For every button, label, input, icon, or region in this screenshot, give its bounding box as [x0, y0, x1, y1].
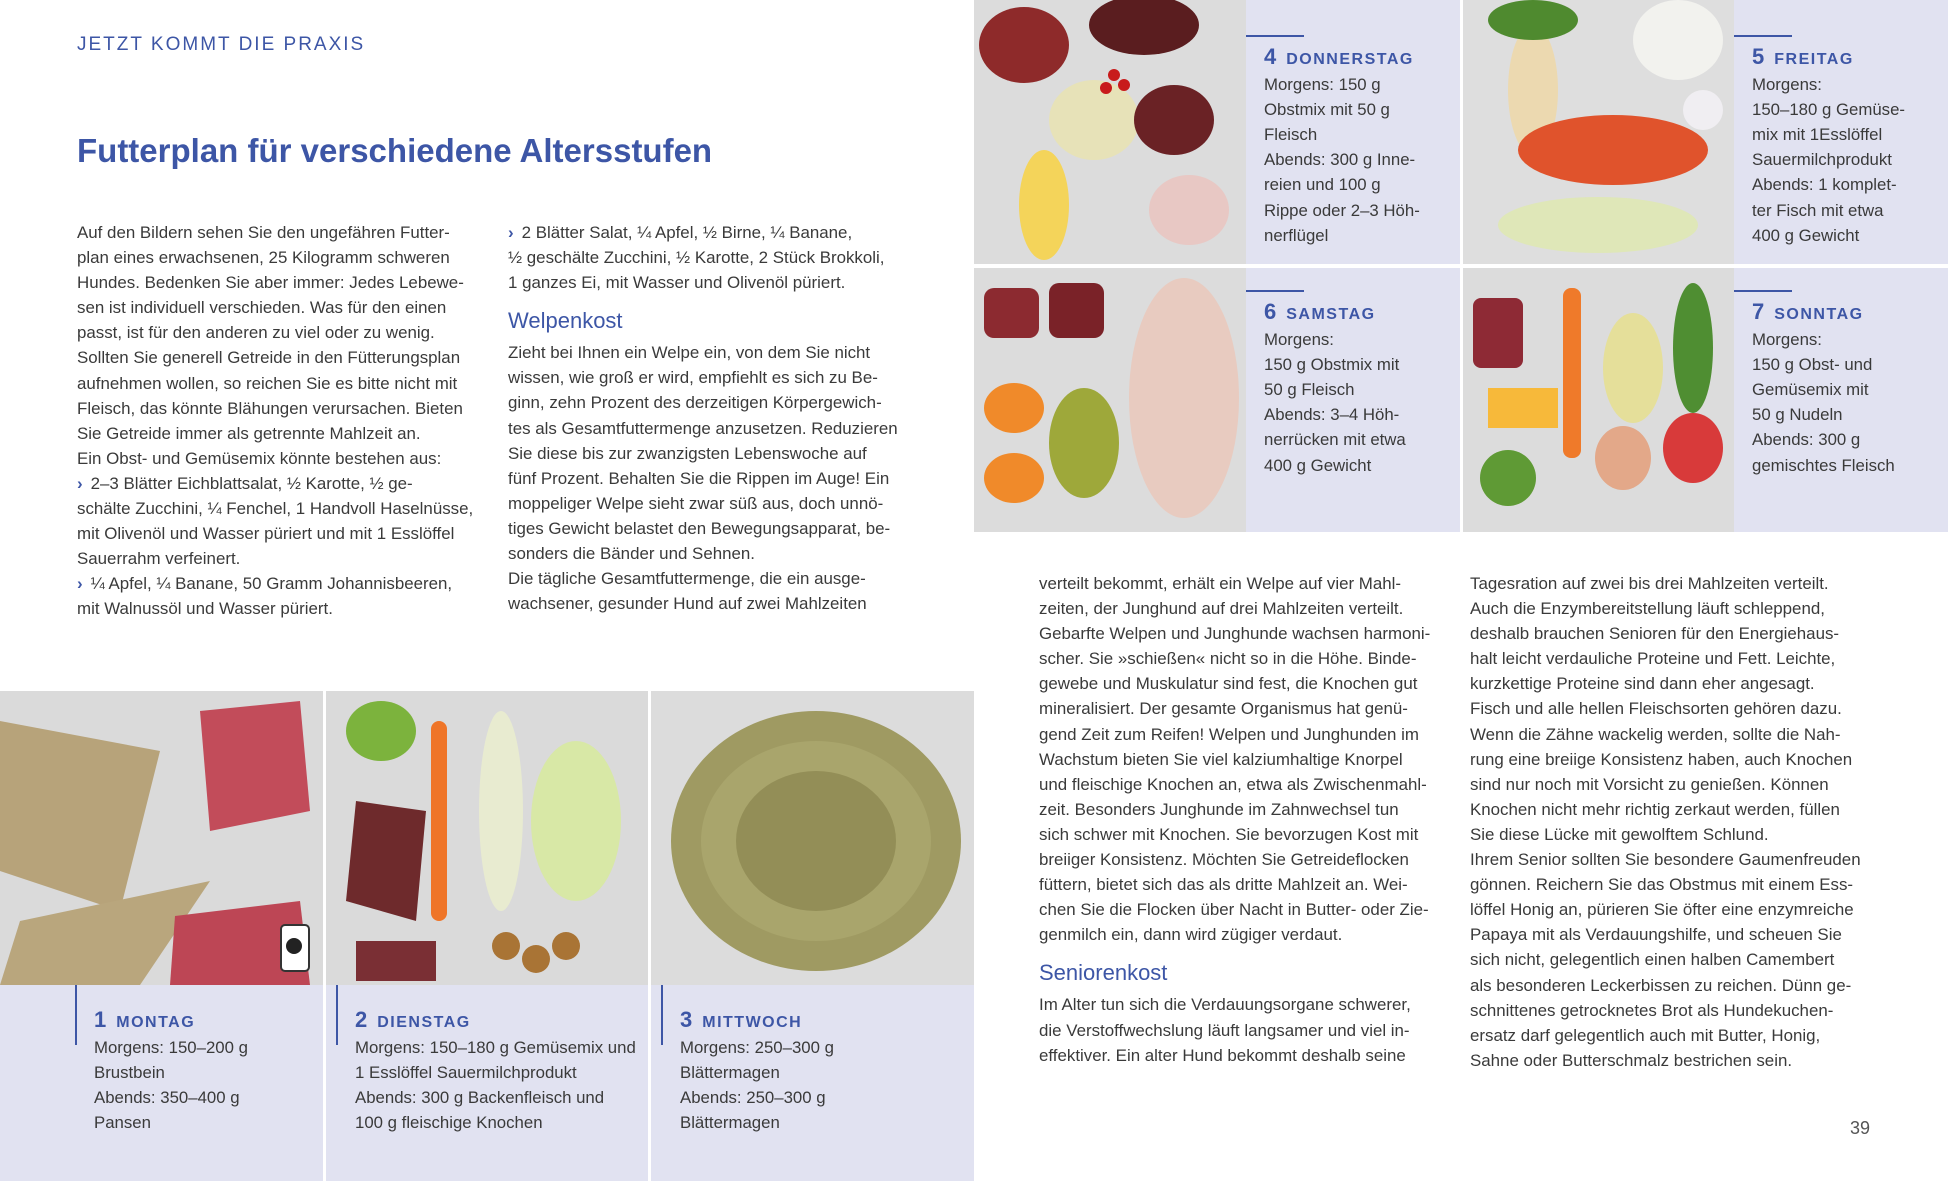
text-line: und fleischige Knochen an, etwa als Zwischenmahl- [1039, 774, 1427, 794]
caption-line: Abends: 350–400 g [94, 1088, 240, 1108]
text-line: zeit. Besonders Junghunde im Zahnwechsel tun [1039, 799, 1399, 819]
accent-rule [1246, 35, 1304, 37]
photo-day-6 [974, 268, 1246, 532]
text-line: löffel Honig an, pürieren Sie öfter eine enzymreiche [1470, 900, 1854, 920]
day-name: SONNTAG [1774, 306, 1864, 323]
text-line: Wenn die Zähne wackelig werden, sollte die Nah- [1470, 724, 1841, 744]
text-line: Die tägliche Gesamtfuttermenge, die ein ausge- [508, 569, 866, 589]
day-name: FREITAG [1774, 51, 1854, 68]
day-name: SAMSTAG [1286, 306, 1376, 323]
photo-day-4 [974, 0, 1246, 264]
caption-line: 1 Esslöffel Sauermilchprodukt [355, 1063, 577, 1083]
text-line: scher. Sie »schießen« nicht so in die Höhe. Binde- [1039, 649, 1417, 669]
caption-line: Blättermagen [680, 1113, 780, 1133]
text-line: 1 ganzes Ei, mit Wasser und Olivenöl püriert. [508, 273, 846, 293]
day-number: 1 [94, 1007, 107, 1032]
photo-day-3 [651, 691, 974, 985]
section-kicker: JETZT KOMMT DIE PRAXIS [77, 34, 366, 55]
day-number: 5 [1752, 44, 1765, 69]
caption-line: Abends: 300 g Inne- [1264, 150, 1416, 170]
text-line: füttern, bietet sich das als dritte Mahlzeit an. Wei- [1039, 875, 1408, 895]
chevron-right-icon: › [77, 473, 83, 493]
text-line: breiiger Konsistenz. Möchten Sie Getreideflocken [1039, 850, 1409, 870]
text-column-3 [1039, 571, 1459, 1068]
text-line: Sie diese Lücke mit gewolftem Schlund. [1470, 824, 1769, 844]
day-caption [1264, 44, 1454, 248]
caption-line: 50 g Fleisch [1264, 380, 1355, 400]
chevron-right-icon: › [508, 223, 514, 242]
accent-rule [1734, 290, 1792, 292]
text-line: mit Walnussöl und Wasser püriert. [77, 599, 333, 619]
photo-day-7 [1463, 268, 1734, 532]
caption-line: Morgens: [1752, 75, 1822, 95]
text-line: Sie diese bis zur zwanzigsten Lebenswoche auf [508, 443, 867, 463]
text-line: fünf Prozent. Behalten Sie die Rippen im Auge! Ein [508, 468, 890, 488]
text-line: tes als Gesamtfuttermenge anzusetzen. Reduzieren [508, 418, 898, 438]
text-line: mineralisiert. Der gesamte Organismus hat genü- [1039, 699, 1408, 719]
caption-line: 50 g Nudeln [1752, 405, 1843, 425]
text-line: moppeliger Welpe sieht zwar süß aus, doch unnö- [508, 493, 884, 513]
caption-panel-day-5 [1734, 0, 1948, 264]
text-line: ginn, zehn Prozent des derzeitigen Körpergewich- [508, 393, 882, 413]
food-photo-vegetables-beef [326, 691, 648, 985]
accent-rule [661, 985, 663, 1045]
caption-panel-day-7 [1734, 268, 1948, 532]
day-caption [1264, 299, 1454, 478]
subheading-seniorenkost: Seniorenkost [1039, 960, 1168, 986]
day-caption [1752, 44, 1944, 248]
text-line: rung eine breiige Konsistenz haben, auch Knochen [1470, 749, 1853, 769]
text-line: 2 Blätter Salat, ¼ Apfel, ½ Birne, ¼ Banane, [521, 223, 853, 242]
food-photo-chicken-fruit [974, 268, 1246, 532]
caption-line: Rippe oder 2–3 Höh- [1264, 200, 1420, 220]
caption-line: Blättermagen [680, 1063, 780, 1083]
caption-line: 150 g Obst- und [1752, 355, 1873, 375]
text-line: Sollten Sie generell Getreide in den Fütterungsplan [77, 348, 461, 368]
text-line: sich schwer mit Knochen. Sie bevorzugen Kost mit [1039, 824, 1419, 844]
text-line: schälte Zucchini, ¼ Fenchel, 1 Handvoll Haselnüsse, [77, 499, 474, 519]
day-number: 7 [1752, 299, 1765, 324]
caption-line: 400 g Gewicht [1752, 225, 1860, 245]
text-line: sich nicht, gelegentlich einen halben Camembert [1470, 950, 1835, 970]
text-line: sind nur noch mit Vorsicht zu genießen. Können [1470, 774, 1829, 794]
text-line: 2–3 Blätter Eichblattsalat, ½ Karotte, ½ ge- [90, 473, 413, 493]
day-number: 3 [680, 1007, 693, 1032]
text-line: Ein Obst- und Gemüsemix könnte bestehen aus: [77, 448, 442, 468]
text-line: aufnehmen wollen, so reichen Sie es bitte nicht mit [77, 373, 458, 393]
food-photo-omasum [651, 691, 974, 985]
food-photo-meat-vegetables-pasta [1463, 268, 1734, 532]
list-item [77, 471, 487, 571]
caption-line: nerflügel [1264, 225, 1329, 245]
text-line: ¼ Apfel, ¼ Banane, 50 Gramm Johannisbeeren, [90, 574, 453, 594]
text-line: Papaya mit als Verdauungshilfe, und scheuen Sie [1470, 925, 1842, 945]
text-column-2 [508, 220, 928, 616]
caption-panel-day-3 [651, 985, 974, 1181]
text-line: als besonderen Leckerbissen zu reichen. Dünn ge- [1470, 975, 1852, 995]
text-line: plan eines erwachsenen, 25 Kilogramm schweren [77, 248, 450, 268]
info-icon [286, 938, 302, 954]
text-line: tiges Gewicht belastet den Bewegungsapparat, be- [508, 518, 891, 538]
accent-rule [1246, 290, 1304, 292]
food-photo-fish-vegetables [1463, 0, 1734, 264]
text-line: halt leicht verdauliche Proteine und Fett. Leichte, [1470, 649, 1836, 669]
text-line: verteilt bekommt, erhält ein Welpe auf vier Mahl- [1039, 574, 1402, 593]
text-line: Auf den Bildern sehen Sie den ungefähren Futter- [77, 223, 450, 242]
text-line: effektiver. Ein alter Hund bekommt deshalb seine [1039, 1045, 1406, 1065]
caption-line: 150 g Obstmix mit [1264, 355, 1400, 375]
text-line: Fleisch, das könnte Blähungen verursachen. Bieten [77, 398, 463, 418]
list-item [508, 220, 928, 295]
caption-panel-day-1 [0, 985, 323, 1181]
text-line: wissen, wie groß er wird, empfiehlt es sich zu Be- [508, 368, 878, 388]
caption-line: Gemüsemix mit [1752, 380, 1869, 400]
day-name: MITTWOCH [702, 1014, 803, 1031]
text-line: zeiten, der Junghund auf drei Mahlzeiten verteilt. [1039, 599, 1404, 619]
text-line: Sie Getreide immer als getrennte Mahlzeit an. [77, 423, 421, 443]
text-column-4 [1470, 571, 1890, 1073]
caption-line: Abends: 1 komplet- [1752, 175, 1897, 195]
accent-rule [75, 985, 77, 1045]
text-line: chen Sie die Flocken über Nacht in Butter- oder Zie- [1039, 900, 1429, 920]
caption-line: 400 g Gewicht [1264, 455, 1372, 475]
caption-line: Morgens: [1752, 330, 1822, 350]
caption-line: Morgens: 250–300 g [680, 1038, 834, 1058]
caption-line: Morgens: [1264, 330, 1334, 350]
text-line: Im Alter tun sich die Verdauungsorgane schwerer, [1039, 995, 1411, 1015]
caption-line: ter Fisch mit etwa [1752, 200, 1884, 220]
text-line: deshalb brauchen Senioren für den Energiehaus- [1470, 624, 1840, 644]
accent-rule [1734, 35, 1792, 37]
text-column-1 [77, 220, 487, 622]
text-line: Knochen nicht mehr richtig zerkaut werden, füllen [1470, 799, 1840, 819]
caption-line: Abends: 3–4 Höh- [1264, 405, 1400, 425]
text-line: ersatz darf gelegentlich auch mit Butter, Honig, [1470, 1025, 1821, 1045]
text-line: gewebe und Muskulatur sind fest, die Knochen gut [1039, 674, 1418, 694]
photo-day-1 [0, 691, 323, 985]
caption-line: nerrücken mit etwa [1264, 430, 1406, 450]
caption-panel-day-2 [326, 985, 648, 1181]
food-photo-breastbone [0, 691, 323, 985]
caption-panel-day-4 [1246, 0, 1460, 264]
day-name: MONTAG [116, 1014, 196, 1031]
caption-line: Abends: 300 g Backenfleisch und [355, 1088, 605, 1108]
page-title: Futterplan für verschiedene Altersstufen [77, 132, 713, 169]
text-line: kurzkettige Proteine sind dann eher angesagt. [1470, 674, 1815, 694]
day-caption [680, 1007, 970, 1135]
text-line: die Verstoffwechslung läuft langsamer und viel in- [1039, 1020, 1410, 1040]
text-line: mit Olivenöl und Wasser püriert und mit 1 Esslöffel [77, 524, 455, 544]
day-caption [355, 1007, 645, 1135]
text-line: wachsener, gesunder Hund auf zwei Mahlzeiten [508, 594, 867, 614]
text-line: Sahne oder Butterschmalz bestrichen sein. [1470, 1050, 1793, 1070]
text-line: sonders die Bänder und Sehnen. [508, 544, 755, 564]
caption-line: Morgens: 150 g [1264, 75, 1381, 95]
caption-line: Fleisch [1264, 125, 1318, 145]
text-line: ½ geschälte Zucchini, ½ Karotte, 2 Stück Brokkoli, [508, 248, 885, 268]
day-caption [1752, 299, 1944, 478]
subheading-welpenkost: Welpenkost [508, 308, 623, 334]
page-number: 39 [1850, 1118, 1871, 1138]
text-line: Sauerrahm verfeinert. [77, 549, 241, 569]
text-line: Gebarfte Welpen und Junghunde wachsen harmoni- [1039, 624, 1431, 644]
text-line: passt, ist für den anderen zu viel oder zu wenig. [77, 323, 435, 343]
list-item [77, 571, 487, 621]
caption-line: 100 g fleischige Knochen [355, 1113, 543, 1133]
text-line: Ihrem Senior sollten Sie besondere Gaumenfreuden [1470, 850, 1861, 870]
text-line: Fisch und alle hellen Fleischsorten gehören dazu. [1470, 699, 1842, 719]
text-line: sen ist individuell verschieden. Was für den einen [77, 298, 447, 318]
text-line: Tagesration auf zwei bis drei Mahlzeiten verteilt. [1470, 574, 1829, 593]
caption-line: mix mit 1Esslöffel [1752, 125, 1883, 145]
text-line: gönnen. Reichern Sie das Obstmus mit einem Ess- [1470, 875, 1854, 895]
day-number: 2 [355, 1007, 368, 1032]
caption-line: Abends: 300 g [1752, 430, 1861, 450]
caption-line: Sauermilchprodukt [1752, 150, 1892, 170]
text-line: schnittenes getrocknetes Brot als Hundekuchen- [1470, 1000, 1834, 1020]
day-name: DONNERSTAG [1286, 51, 1414, 68]
food-photo-fruit-offal [974, 0, 1246, 264]
day-number: 6 [1264, 299, 1277, 324]
caption-line: Morgens: 150–200 g [94, 1038, 248, 1058]
caption-line: Morgens: 150–180 g Gemüsemix und [355, 1038, 636, 1058]
text-line: genmilch ein, dann wird zügiger verdaut. [1039, 925, 1343, 945]
text-line: Hundes. Bedenken Sie aber immer: Jedes Lebewe- [77, 273, 464, 293]
caption-line: 150–180 g Gemüse- [1752, 100, 1905, 120]
caption-line: gemischtes Fleisch [1752, 455, 1895, 475]
accent-rule [336, 985, 338, 1045]
text-line: Wachstum bieten Sie viel kalziumhaltige Knorpel [1039, 749, 1403, 769]
caption-line: reien und 100 g [1264, 175, 1381, 195]
text-line: Auch die Enzymbereitstellung läuft schleppend, [1470, 599, 1825, 619]
caption-line: Obstmix mit 50 g [1264, 100, 1390, 120]
phone-icon[interactable] [280, 924, 310, 972]
caption-line: Abends: 250–300 g [680, 1088, 826, 1108]
caption-line: Brustbein [94, 1063, 165, 1083]
text-line: Zieht bei Ihnen ein Welpe ein, von dem Sie nicht [508, 343, 871, 363]
day-number: 4 [1264, 44, 1277, 69]
photo-day-2 [326, 691, 648, 985]
day-caption [94, 1007, 319, 1135]
caption-line: Pansen [94, 1113, 151, 1133]
day-name: DIENSTAG [377, 1014, 471, 1031]
photo-day-5 [1463, 0, 1734, 264]
text-line: gend Zeit zum Reifen! Welpen und Junghunden im [1039, 724, 1419, 744]
caption-panel-day-6 [1246, 268, 1460, 532]
chevron-right-icon: › [77, 574, 83, 594]
